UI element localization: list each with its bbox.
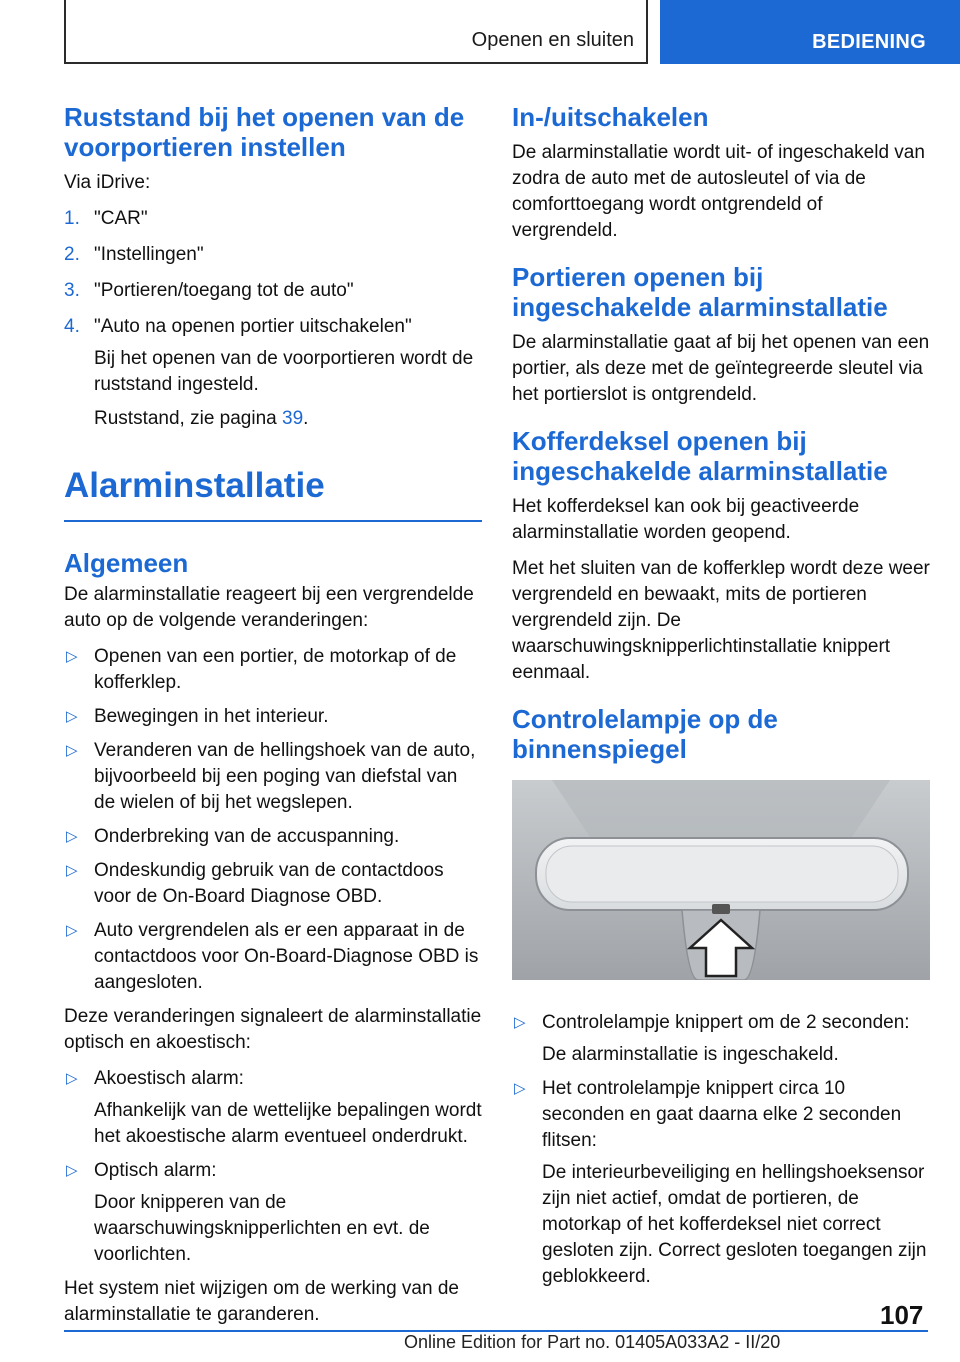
list-item-text: Onderbreking van de accuspanning. bbox=[94, 826, 400, 847]
indicator-lamp bbox=[712, 904, 730, 914]
lamp-status-detail-text: De interieurbeveiliging en hellingshoeksensor zijn niet actief, omdat de portieren, de motorkap of het kofferdeksel niet correct gesloten zijn. Correct gesloten toegangen zijn geblokkeerd. bbox=[542, 1162, 927, 1287]
reference-text: Ruststand, zie pagina bbox=[94, 408, 283, 429]
bullet-triangle-icon: ▷ bbox=[66, 1070, 78, 1087]
bullet-triangle-icon: ▷ bbox=[66, 1162, 78, 1179]
page-link[interactable]: 39 bbox=[282, 408, 304, 429]
lamp-status-list bbox=[512, 1010, 930, 1290]
bullet-triangle-icon: ▷ bbox=[66, 708, 78, 725]
page-header bbox=[0, 0, 960, 66]
step-text: "Portieren/toegang tot de auto" bbox=[94, 280, 354, 301]
windshield-frame bbox=[552, 780, 890, 840]
idrive-steps bbox=[64, 206, 482, 432]
list-item bbox=[64, 704, 482, 730]
alarm-type-label: Optisch alarm: bbox=[94, 1160, 217, 1181]
heading-portieren: Portieren openen bij ingeschakelde alarminstallatie bbox=[512, 262, 888, 322]
alarm-type-list bbox=[64, 1066, 482, 1268]
intro-text: De alarminstallatie reageert bij een vergrendelde auto op de volgende veranderingen: bbox=[64, 584, 474, 631]
list-item-text: Veranderen van de hellingshoek van de auto, bijvoorbeeld bij een poging van diefstal van de wielen of bij het wegslepen. bbox=[94, 740, 476, 813]
lamp-status-label: Het controlelampje knippert circa 10 seconden en gaat daarna elke 2 seconden flitsen: bbox=[542, 1078, 902, 1151]
bullet-triangle-icon: ▷ bbox=[514, 1080, 526, 1097]
step-text: "Auto na openen portier uitschakelen" bbox=[94, 316, 412, 337]
bullet-triangle-icon: ▷ bbox=[66, 862, 78, 879]
list-item bbox=[512, 1010, 930, 1068]
step-item bbox=[64, 242, 482, 268]
alarm-type-detail bbox=[94, 1098, 482, 1150]
closing-text: Het system niet wijzigen om de werking van de alarminstallatie te garanderen. bbox=[64, 1278, 459, 1325]
list-item bbox=[64, 644, 482, 696]
chapter-title: Openen en sluiten bbox=[471, 29, 634, 51]
bullet-triangle-icon: ▷ bbox=[66, 828, 78, 845]
heading-alarminstallatie: Alarminstallatie bbox=[64, 466, 325, 505]
alarm-type-detail-text: Afhankelijk van de wettelijke bepalingen wordt het akoestische alarm eventueel onderdrukt. bbox=[94, 1100, 482, 1147]
step-item bbox=[64, 206, 482, 232]
lamp-status-label: Controlelampje knippert om de 2 seconden: bbox=[542, 1012, 910, 1033]
list-item bbox=[64, 824, 482, 850]
bullet-triangle-icon: ▷ bbox=[66, 648, 78, 665]
list-item bbox=[64, 858, 482, 910]
reference-suffix: . bbox=[303, 408, 309, 429]
alarm-type-detail bbox=[94, 1190, 482, 1268]
step-text: "Instellingen" bbox=[94, 244, 204, 265]
list-item-text: Bewegingen in het interieur. bbox=[94, 706, 329, 727]
right-column bbox=[512, 102, 930, 1298]
lamp-status-detail bbox=[542, 1160, 930, 1290]
heading-controlelampje: Controlelampje op de binnenspiegel bbox=[512, 704, 778, 764]
step4-note: Bij het openen van de voorportieren wordt de ruststand ingesteld. bbox=[94, 348, 474, 395]
alarm-type-label: Akoestisch alarm: bbox=[94, 1068, 244, 1089]
lamp-status-detail bbox=[542, 1042, 930, 1068]
signal-text: Deze veranderingen signaleert de alarminstallatie optisch en akoestisch: bbox=[64, 1006, 482, 1053]
bullet-triangle-icon: ▷ bbox=[66, 922, 78, 939]
koffer-text-1: Het kofferdeksel kan ook bij geactiveerde alarminstallatie worden geopend. bbox=[512, 496, 860, 543]
step-item bbox=[64, 314, 482, 432]
list-item bbox=[64, 1158, 482, 1268]
list-item bbox=[64, 918, 482, 996]
step-number: 1. bbox=[64, 208, 80, 229]
list-item-text: Ondeskundig gebruik van de contactdoos voor de On-Board Diagnose OBD. bbox=[94, 860, 444, 907]
list-item bbox=[64, 738, 482, 816]
via-idrive: Via iDrive: bbox=[64, 172, 151, 193]
page-number: 107 bbox=[880, 1300, 924, 1330]
heading-algemeen: Algemeen bbox=[64, 548, 189, 578]
list-item-text: Auto vergrendelen als er een apparaat in de contactdoos voor On-Board-Diagnose OBD is aangesloten. bbox=[94, 920, 479, 993]
bullet-triangle-icon: ▷ bbox=[514, 1014, 526, 1031]
header-chapter-box bbox=[64, 0, 648, 64]
header-section-tab bbox=[660, 0, 960, 64]
lamp-status-detail-text: De alarminstallatie is ingeschakeld. bbox=[542, 1044, 839, 1065]
left-column bbox=[64, 102, 482, 1338]
rearview-mirror-illustration bbox=[512, 780, 930, 980]
inuit-text: De alarminstallatie wordt uit- of ingeschakeld van zodra de auto met de autosleutel of via de comforttoegang wordt ontgrendeld of vergrendeld. bbox=[512, 142, 925, 241]
step-number: 4. bbox=[64, 316, 80, 337]
heading-kofferdeksel: Kofferdeksel openen bij ingeschakelde alarminstallatie bbox=[512, 426, 888, 486]
heading-divider bbox=[64, 520, 482, 522]
portieren-text: De alarminstallatie gaat af bij het openen van een portier, als deze met de geïntegreerde sleutel via het portierslot is ontgrendeld. bbox=[512, 332, 930, 405]
change-list bbox=[64, 644, 482, 996]
bullet-triangle-icon: ▷ bbox=[66, 742, 78, 759]
footer-edition: Online Edition for Part no. 01405A033A2 - II/20 bbox=[404, 1332, 781, 1352]
alarm-type-detail-text: Door knipperen van de waarschuwingsknipperlichten en evt. de voorlichten. bbox=[94, 1192, 430, 1265]
page-reference bbox=[94, 406, 482, 432]
step-item bbox=[64, 278, 482, 304]
koffer-text-2: Met het sluiten van de kofferklep wordt deze weer vergrendeld en bewaakt, mits de portieren vergrendeld zijn. De waarschuwingsknipperlichtinstallatie knippert eenmaal. bbox=[512, 558, 930, 683]
list-item-text: Openen van een portier, de motorkap of de kofferklep. bbox=[94, 646, 457, 693]
mirror-glass bbox=[546, 846, 898, 902]
step-text: "CAR" bbox=[94, 208, 148, 229]
list-item bbox=[512, 1076, 930, 1290]
heading-ruststand: Ruststand bij het openen van de voorportieren instellen bbox=[64, 102, 465, 162]
step-number: 3. bbox=[64, 280, 80, 301]
section-title: BEDIENING bbox=[812, 31, 926, 53]
step-detail bbox=[94, 346, 482, 432]
step-number: 2. bbox=[64, 244, 80, 265]
heading-in-uitschakelen: In-/uitschakelen bbox=[512, 102, 709, 132]
list-item bbox=[64, 1066, 482, 1150]
